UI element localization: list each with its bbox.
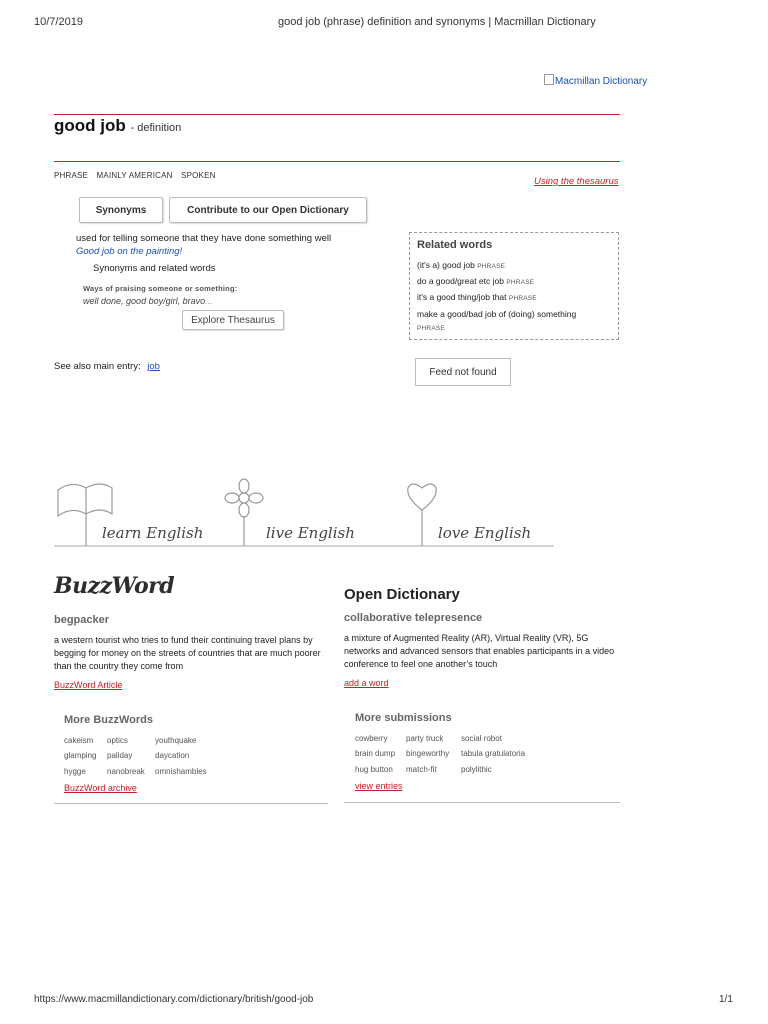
print-date: 10/7/2019: [34, 16, 83, 28]
buzzword-archive-link[interactable]: BuzzWord archive: [64, 783, 137, 793]
ways-example-3[interactable]: bravo: [182, 296, 206, 306]
related-item[interactable]: [417, 275, 617, 289]
related-item-tag: PHRASE: [417, 325, 445, 332]
synonyms-button[interactable]: Synonyms: [79, 197, 163, 223]
ways-separator: ,: [177, 296, 183, 306]
related-item-text: (it's a) good job: [417, 260, 475, 270]
more-buzzwords-title: More BuzzWords: [64, 714, 154, 726]
banner-love-english: love English: [438, 524, 532, 542]
ways-example-2[interactable]: good boy/girl: [126, 296, 178, 306]
buzzword-link[interactable]: paliday: [107, 751, 133, 760]
buzzword-grid: [64, 736, 324, 784]
entry-headword: [54, 116, 181, 136]
buzzword-article-link[interactable]: BuzzWord Article: [54, 680, 123, 690]
related-item[interactable]: [417, 291, 617, 305]
buzzword-link[interactable]: daycation: [155, 751, 190, 760]
definition-text: used for telling someone that they have done something well: [76, 233, 332, 244]
buzzword-link[interactable]: nanobreak: [107, 767, 145, 776]
submission-link[interactable]: tabula gratulatoria: [461, 749, 526, 758]
banner-live-english: live English: [266, 524, 355, 542]
buzzword-link[interactable]: optics: [107, 736, 128, 745]
see-also-label: See also main entry:: [54, 361, 141, 372]
header-divider: [54, 161, 620, 162]
heart-icon: [408, 484, 436, 546]
logo-alt-text: Macmillan Dictionary: [555, 76, 648, 87]
ways-heading: Ways of praising someone or something:: [83, 284, 238, 293]
broken-image-icon: [544, 74, 554, 85]
ways-ellipsis: ...: [205, 296, 213, 306]
ways-examples: [83, 296, 213, 306]
buzzword-link[interactable]: youthquake: [155, 736, 197, 745]
more-submissions-title: More submissions: [355, 712, 452, 724]
buzzword-bottom-rule: [54, 803, 328, 804]
buzzword-logo[interactable]: BuzzWord: [54, 573, 175, 599]
buzzword-word[interactable]: begpacker: [54, 614, 110, 626]
submission-link[interactable]: cowberry: [355, 734, 388, 743]
macmillan-logo-link[interactable]: [544, 74, 647, 87]
submission-link[interactable]: social robot: [461, 734, 502, 743]
see-also-link[interactable]: job: [147, 361, 160, 372]
related-item-tag: PHRASE: [506, 279, 535, 286]
ways-separator: ,: [121, 296, 127, 306]
submission-link[interactable]: party truck: [406, 734, 444, 743]
print-page-number: 1/1: [719, 994, 733, 1005]
banner-learn-english: learn English: [102, 524, 204, 542]
open-dictionary-text: a mixture of Augmented Reality (AR), Virtual Reality (VR), 5G networks and advanced sensors that enables participants in a video conference to feel one another’s touch: [344, 633, 615, 669]
submission-link[interactable]: match-fit: [406, 765, 437, 774]
contribute-button[interactable]: Contribute to our Open Dictionary: [169, 197, 367, 223]
related-item-tag: PHRASE: [477, 263, 506, 270]
buzzword-link[interactable]: cakeism: [64, 736, 94, 745]
buzzword-link[interactable]: omnishambles: [155, 767, 207, 776]
headword-text: good job: [54, 116, 126, 135]
related-item[interactable]: [417, 259, 617, 273]
view-entries-link[interactable]: view entries: [355, 781, 403, 791]
label-mainly-american: MAINLY AMERICAN: [96, 171, 173, 180]
open-dictionary-title[interactable]: Open Dictionary: [344, 586, 460, 603]
related-item[interactable]: [417, 308, 617, 335]
print-title: good job (phrase) definition and synonyms | Macmillan Dictionary: [278, 16, 596, 28]
submission-link[interactable]: hug button: [355, 765, 393, 774]
related-words-title: Related words: [417, 239, 493, 251]
example-sentence: Good job on the painting!: [76, 246, 183, 257]
buzzword-link[interactable]: hygge: [64, 767, 86, 776]
submission-link[interactable]: brain dump: [355, 749, 396, 758]
feed-not-found-box: Feed not found: [415, 358, 511, 386]
explore-thesaurus-button[interactable]: Explore Thesaurus: [182, 310, 284, 330]
buzzword-link[interactable]: glamping: [64, 751, 97, 760]
related-item-text: make a good/bad job of (doing) something: [417, 309, 577, 319]
headword-suffix: - definition: [130, 122, 182, 134]
see-also: [54, 361, 160, 372]
label-phrase: PHRASE: [54, 171, 89, 180]
label-spoken: SPOKEN: [181, 171, 216, 180]
open-dictionary-bottom-rule: [344, 802, 620, 803]
top-divider: [54, 114, 620, 115]
synonyms-heading: Synonyms and related words: [93, 263, 216, 274]
buzzword-text: a western tourist who tries to fund their continuing travel plans by begging for money on the streets of countries that are much poorer than the country they come from: [54, 635, 321, 671]
related-item-tag: PHRASE: [508, 295, 537, 302]
submission-link[interactable]: polylithic: [461, 765, 492, 774]
submissions-grid: [355, 734, 615, 782]
using-thesaurus-link[interactable]: Using the thesaurus: [534, 176, 619, 187]
learn-live-love-banner: [54, 476, 554, 551]
add-a-word-link[interactable]: add a word: [344, 678, 389, 688]
related-item-text: do a good/great etc job: [417, 276, 504, 286]
flower-icon: [225, 479, 263, 546]
submission-link[interactable]: bingeworthy: [406, 749, 450, 758]
related-item-text: it's a good thing/job that: [417, 292, 507, 302]
open-dictionary-word[interactable]: collaborative telepresence: [344, 612, 483, 624]
entry-labels: [54, 171, 222, 180]
ways-example-1[interactable]: well done: [83, 296, 122, 306]
print-url: https://www.macmillandictionary.com/dictionary/british/good-job: [34, 994, 314, 1005]
